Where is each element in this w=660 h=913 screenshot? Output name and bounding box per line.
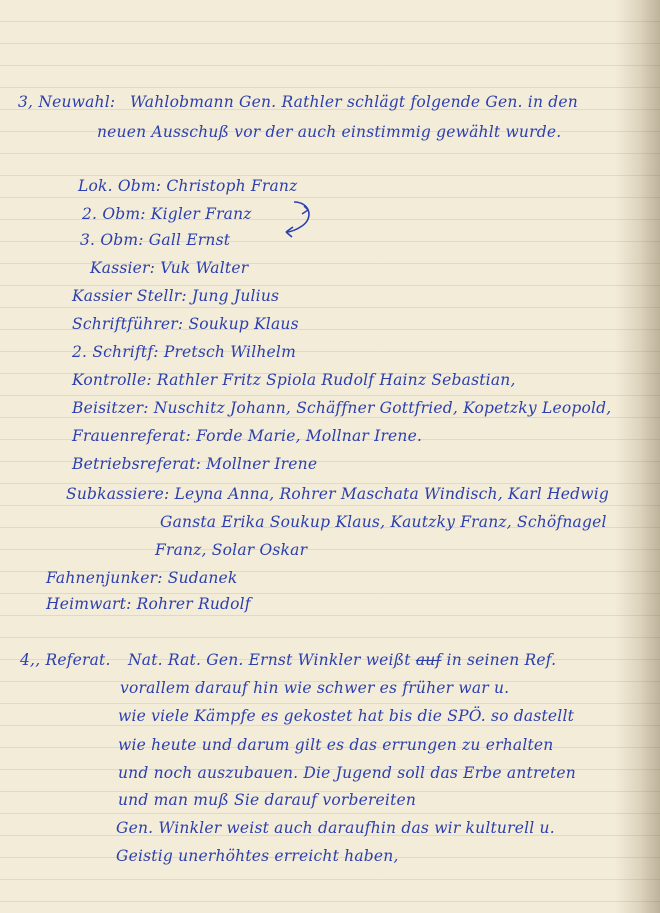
section4-line7: Gen. Winkler weist auch daraufhin das wir kulturell u. (116, 819, 555, 837)
section4-line1-strikeout: auf (415, 651, 442, 669)
entry-schriftfuehrer: Schriftführer: Soukup Klaus (72, 315, 299, 333)
section3-line1: Wahlobmann Gen. Rathler schlägt folgende Gen. in den (130, 93, 578, 111)
section4-line8: Geistig unerhöhtes erreicht haben, (116, 847, 399, 865)
entry-subkassiere-cont1: Gansta Erika Soukup Klaus, Kautzky Franz, Schöfnagel (160, 513, 607, 531)
entry-lok-obm: Lok. Obm: Christoph Franz (78, 177, 298, 195)
entry-kontrolle: Kontrolle: Rathler Fritz Spiola Rudolf Hainz Sebastian, (72, 371, 516, 389)
section4-line5: und noch auszubauen. Die Jugend soll das Erbe antreten (118, 764, 576, 782)
entry-frauenreferat: Frauenreferat: Forde Marie, Mollnar Irene. (72, 427, 423, 445)
section3-heading: 3, Neuwahl: (18, 93, 116, 111)
section4-heading: 4,, Referat. (20, 651, 111, 669)
entry-heimwart: Heimwart: Rohrer Rudolf (46, 595, 251, 613)
section4-line1-start: Nat. Rat. Gen. Ernst Winkler weißt (128, 651, 411, 669)
entry-fahnenjunker: Fahnenjunker: Sudanek (46, 569, 238, 587)
section4-line1 (128, 650, 556, 670)
entry-subkassiere: Subkassiere: Leyna Anna, Rohrer Maschata Windisch, Karl Hedwig (66, 485, 610, 503)
section4-line2: vorallem darauf hin wie schwer es früher war u. (120, 679, 510, 697)
entry-2-schriftf: 2. Schriftf: Pretsch Wilhelm (72, 343, 296, 361)
section4-line1-end: in seinen Ref. (446, 651, 557, 669)
swap-arrow-icon (280, 196, 320, 244)
entry-betriebsreferat: Betriebsreferat: Mollner Irene (72, 455, 318, 473)
entry-kassier-stellv: Kassier Stellr: Jung Julius (72, 287, 280, 305)
entry-subkassiere-cont2: Franz, Solar Oskar (155, 541, 308, 559)
section4-line3: wie viele Kämpfe es gekostet hat bis die SPÖ. so dastellt (118, 707, 575, 725)
entry-2-obm: 2. Obm: Kigler Franz (82, 205, 252, 223)
entry-kassier: Kassier: Vuk Walter (90, 259, 249, 277)
section4-line4: wie heute und darum gilt es das errungen zu erhalten (118, 736, 554, 754)
entry-beisitzer: Beisitzer: Nuschitz Johann, Schäffner Gottfried, Kopetzky Leopold, (72, 399, 612, 417)
section4-line6: und man muß Sie darauf vorbereiten (118, 791, 417, 809)
section3-line2: neuen Ausschuß vor der auch einstimmig gewählt wurde. (97, 123, 562, 141)
entry-3-obm: 3. Obm: Gall Ernst (80, 231, 231, 249)
